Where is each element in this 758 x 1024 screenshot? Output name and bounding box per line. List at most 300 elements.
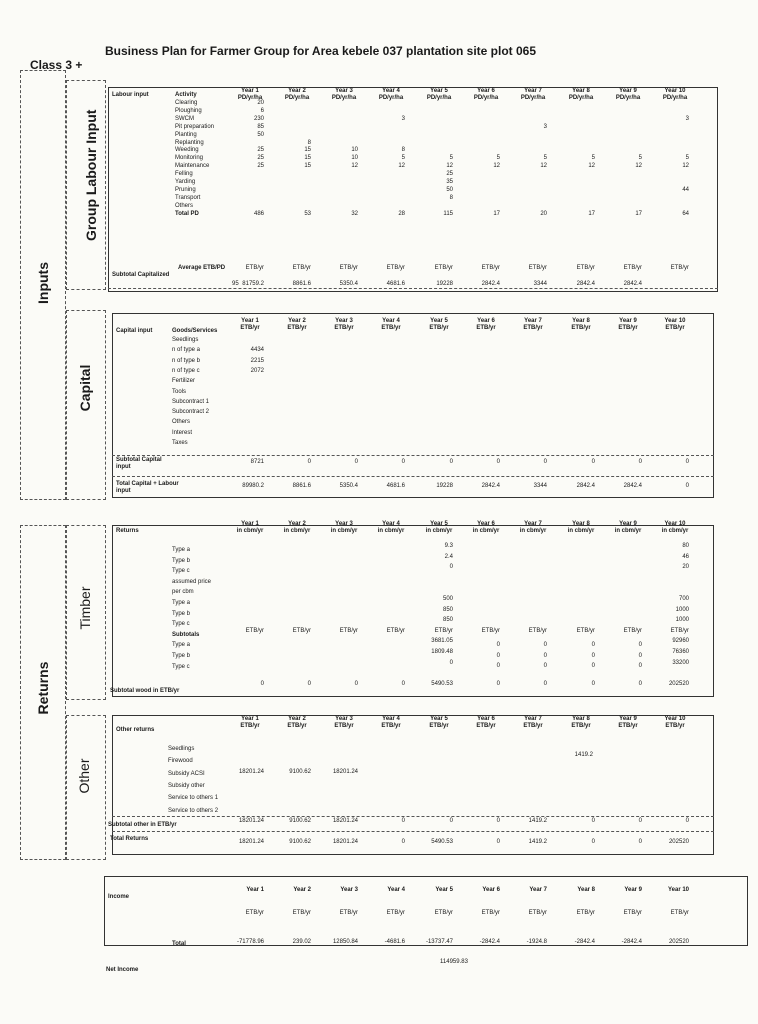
subtotal-capitalized-text: Subtotal Capitalized <box>112 272 170 278</box>
timber-year-header-3-year: Year 3 <box>335 521 353 527</box>
capital-item-6: Tools <box>172 388 187 395</box>
labour-subtotal-5: 19228 <box>436 281 453 287</box>
capital-year-header-9 <box>610 318 646 332</box>
labour-year-header-4 <box>373 88 409 102</box>
labour-subtotal-4: 4681.6 <box>386 281 405 287</box>
timber-unit-8: ETB/yr <box>576 628 595 634</box>
timber-year-header-5 <box>421 521 457 535</box>
timber-y10-row-12: 33200 <box>672 659 689 666</box>
timber-item-8: Type c <box>172 621 190 628</box>
capital-item-2: n of type a <box>172 347 201 354</box>
goods-services-header: Goods/Services <box>172 328 218 334</box>
other-item-1: Seedlings <box>168 746 195 752</box>
other-year-header-7 <box>515 716 551 730</box>
capital-year-header-10-unit: ETB/yr <box>665 325 685 331</box>
other-year-header-1 <box>232 716 268 730</box>
other-year-header-7-year: Year 7 <box>524 716 542 722</box>
other-subtotal-1: 18201.24 <box>238 818 264 824</box>
labour-input-label: Labour input <box>112 92 149 98</box>
labour-year-header-3 <box>326 88 362 102</box>
timber-y7-type-2: 0 <box>543 652 547 659</box>
total-capital-label <box>116 481 186 495</box>
labour-year-header-2-unit: PD/yr/ha <box>284 95 310 101</box>
returns-section-label: Returns <box>35 661 51 715</box>
other-subtotal-7: 1419.2 <box>528 818 547 824</box>
timber-year-header-6-year: Year 6 <box>477 521 495 527</box>
labour-y9-row-9: 12 <box>635 163 642 170</box>
income-unit-9: ETB/yr <box>623 910 642 916</box>
timber-year-header-8-unit: in cbm/yr <box>567 528 595 534</box>
labour-year-header-10 <box>657 88 693 102</box>
capital-subtotal-2: 0 <box>307 459 311 465</box>
labour-y4-row-15: 28 <box>398 210 405 217</box>
timber-year-header-3-unit: in cbm/yr <box>330 528 358 534</box>
timber-y6-type-2: 0 <box>496 652 500 659</box>
labour-activity-7: Weeding <box>175 147 199 154</box>
subtotal-capital-input-text: Subtotal Capital input <box>116 457 162 470</box>
capital-item-10: Interest <box>172 429 193 436</box>
timber-item-10: Type a <box>172 642 191 649</box>
income-total-7: -1924.8 <box>526 939 547 945</box>
other-year-header-2-unit: ETB/yr <box>287 723 307 729</box>
other-total-9: 0 <box>638 839 642 845</box>
labour-year-header-10-unit: PD/yr/ha <box>662 95 688 101</box>
capital-subtotal-10: 0 <box>685 459 689 465</box>
timber-unit-9: ETB/yr <box>623 628 642 634</box>
other-year-header-9 <box>610 716 646 730</box>
labour-subtotal-8: 2842.4 <box>576 281 595 287</box>
other-subtotal-9: 0 <box>638 818 642 824</box>
capital-subtotal-3: 0 <box>354 459 358 465</box>
labour-year-header-7 <box>515 88 551 102</box>
capital-year-header-10 <box>657 318 693 332</box>
capital-year-header-2-unit: ETB/yr <box>287 325 307 331</box>
labour-unit-6: ETB/yr <box>481 265 500 271</box>
labour-unit-4: ETB/yr <box>386 265 405 271</box>
other-year-header-5 <box>421 716 457 730</box>
timber-table-frame <box>112 525 714 697</box>
timber-year-header-6 <box>468 521 504 535</box>
other-total-4: 0 <box>401 839 405 845</box>
timber-y10-row-11: 76360 <box>672 649 689 655</box>
timber-year-header-9 <box>610 521 646 535</box>
income-total-5: -13737.47 <box>425 939 453 945</box>
total-capital-labour-text: Total Capital + Labour input <box>116 481 179 494</box>
other-year-header-1-year: Year 1 <box>241 716 259 722</box>
labour-y3-row-7: 10 <box>351 147 358 154</box>
timber-year-header-8-year: Year 8 <box>572 521 590 527</box>
labour-activity-10: Felling <box>175 171 193 178</box>
labour-y1-row-9: 25 <box>257 163 264 170</box>
labour-year-header-3-unit: PD/yr/ha <box>331 95 357 101</box>
other-subtotal-8: 0 <box>591 818 595 824</box>
inputs-section-label: Inputs <box>35 262 51 304</box>
income-total-label: Total <box>172 941 186 947</box>
income-total-4: -4681.6 <box>384 939 405 945</box>
timber-item-7: Type b <box>172 610 191 617</box>
other-subtotal-divider-top <box>112 816 714 817</box>
other-year-header-4 <box>373 716 409 730</box>
timber-item-4: assumed price <box>172 578 212 585</box>
capital-year-header-8 <box>563 318 599 332</box>
income-year-6: Year 6 <box>482 887 500 893</box>
capital-year-header-5 <box>421 318 457 332</box>
labour-subtotal-label <box>112 272 172 279</box>
labour-unit-8: ETB/yr <box>576 265 595 271</box>
timber-subtotal-6: 0 <box>496 681 500 687</box>
labour-y1-row-8: 25 <box>257 155 264 162</box>
income-unit-4: ETB/yr <box>386 910 405 916</box>
timber-year-header-1-year: Year 1 <box>241 521 259 527</box>
other-total-7: 1419.2 <box>528 839 547 845</box>
capital-year-header-1-unit: ETB/yr <box>240 325 260 331</box>
timber-y10-row-6: 700 <box>678 596 689 602</box>
labour-y10-row-9: 12 <box>682 163 689 170</box>
capital-total-7: 3344 <box>533 483 547 489</box>
timber-y7-type-3: 0 <box>543 663 547 670</box>
other-year-header-3-year: Year 3 <box>335 716 353 722</box>
income-unit-3: ETB/yr <box>339 910 358 916</box>
labour-activity-15: Total PD <box>175 210 199 217</box>
labour-year-header-8-year: Year 8 <box>572 88 590 94</box>
labour-year-header-2 <box>279 88 315 102</box>
timber-y10-row-1: 80 <box>682 543 689 549</box>
capital-total-8: 2842.4 <box>576 483 595 489</box>
other-item-3: Subsidy ACSI <box>168 770 205 777</box>
timber-item-1: Type a <box>172 547 191 553</box>
labour-unit-5: ETB/yr <box>434 265 453 271</box>
labour-year-header-9-year: Year 9 <box>619 88 637 94</box>
labour-y2-row-15: 53 <box>304 210 311 217</box>
capital-year-header-3-year: Year 3 <box>335 318 353 324</box>
timber-y10-row-2: 46 <box>682 553 689 560</box>
timber-returns-label: Returns <box>116 528 139 534</box>
other-year-header-3 <box>326 716 362 730</box>
capital-section-label: Capital <box>77 364 93 412</box>
timber-item-11: Type b <box>172 653 191 659</box>
labour-y1-row-15: 486 <box>253 210 264 217</box>
labour-activity-8: Monitoring <box>175 155 204 162</box>
income-year-3: Year 3 <box>340 887 358 893</box>
labour-year-header-1-year: Year 1 <box>241 88 259 94</box>
capital-year-header-6-year: Year 6 <box>477 318 495 324</box>
timber-y8-type-2: 0 <box>591 652 595 659</box>
timber-year-header-5-year: Year 5 <box>430 521 448 527</box>
labour-y5-row-15: 115 <box>443 210 453 217</box>
timber-item-6: Type a <box>172 600 191 606</box>
labour-y9-row-15: 17 <box>635 210 642 217</box>
labour-year-header-6-year: Year 6 <box>477 88 495 94</box>
other-year-header-6-unit: ETB/yr <box>476 723 496 729</box>
labour-unit-9: ETB/yr <box>623 265 642 271</box>
labour-unit-10: ETB/yr <box>670 265 689 271</box>
capital-year-header-9-year: Year 9 <box>619 318 637 324</box>
labour-table-frame <box>108 87 718 292</box>
capital-total-2: 8861.6 <box>292 483 311 489</box>
capital-year-header-4 <box>373 318 409 332</box>
net-income-value: 114959.83 <box>440 959 468 965</box>
capital-item-7: Subcontract 1 <box>172 398 210 405</box>
labour-y5-row-10: 25 <box>446 171 453 178</box>
other-year-header-4-unit: ETB/yr <box>381 723 401 729</box>
labour-y7-row-9: 12 <box>540 163 547 170</box>
income-total-10: 202520 <box>668 939 689 945</box>
timber-y6-type-3: 0 <box>496 663 500 670</box>
other-year-header-6 <box>468 716 504 730</box>
income-unit-7: ETB/yr <box>528 910 547 916</box>
labour-y7-row-15: 20 <box>540 210 547 217</box>
capital-subtotal-5: 0 <box>449 459 453 465</box>
timber-item-2: Type b <box>172 557 191 564</box>
labour-subtotal-divider <box>108 288 718 289</box>
other-year-header-7-unit: ETB/yr <box>523 723 543 729</box>
capital-year-header-1-year: Year 1 <box>241 318 259 324</box>
labour-y1-row-7: 25 <box>257 147 264 154</box>
capital-year-header-2-year: Year 2 <box>288 318 306 324</box>
capital-item-4: n of type c <box>172 367 200 374</box>
labour-year-header-10-year: Year 10 <box>664 88 686 94</box>
labour-activity-13: Transport <box>175 194 201 201</box>
timber-y9-type-3: 0 <box>638 663 642 670</box>
income-year-7: Year 7 <box>529 887 547 893</box>
other-year-header-2 <box>279 716 315 730</box>
timber-y5-row-12: 0 <box>449 659 453 666</box>
timber-y5-row-11: 1809.48 <box>431 649 453 655</box>
other-year-header-5-unit: ETB/yr <box>429 723 449 729</box>
timber-y5-row-1: 9.3 <box>444 543 453 549</box>
other-item-2: Firewood <box>168 758 193 765</box>
capital-input-label: Capital input <box>116 328 153 334</box>
income-unit-6: ETB/yr <box>481 910 500 916</box>
capital-item-5: Fertilizer <box>172 378 196 385</box>
labour-year-header-4-unit: PD/yr/ha <box>378 95 404 101</box>
labour-activity-4: Pit preparation <box>175 123 215 130</box>
labour-activity-12: Pruning <box>175 186 196 193</box>
timber-y5-row-10: 3681.05 <box>431 638 453 645</box>
subsidy-acsi-y3: 18201.24 <box>332 769 358 775</box>
other-year-header-9-unit: ETB/yr <box>618 723 638 729</box>
labour-activity-9: Maintenance <box>175 163 210 170</box>
capital-total-9: 2842.4 <box>623 483 642 489</box>
income-total-8: -2842.4 <box>574 939 595 945</box>
capital-year-header-7 <box>515 318 551 332</box>
other-subtotal-divider <box>112 831 714 832</box>
capital-item-11: Taxes <box>172 440 188 446</box>
capital-year-header-3 <box>326 318 362 332</box>
timber-year-header-5-unit: in cbm/yr <box>425 528 453 534</box>
capital-year-header-4-unit: ETB/yr <box>381 325 401 331</box>
subsidy-acsi-y1: 18201.24 <box>238 769 264 775</box>
labour-y4-row-7: 8 <box>401 147 405 154</box>
capital-item-8: Subcontract 2 <box>172 409 210 416</box>
timber-year-header-4 <box>373 521 409 535</box>
labour-y1-row-3: 230 <box>253 115 264 122</box>
capital-subtotal-8: 0 <box>591 459 595 465</box>
timber-year-header-2-unit: in cbm/yr <box>283 528 311 534</box>
capital-subtotal-6: 0 <box>496 459 500 465</box>
other-year-header-10-year: Year 10 <box>664 716 686 722</box>
timber-y5-row-7: 850 <box>442 606 453 613</box>
income-year-4: Year 4 <box>387 887 405 893</box>
subtotal-other-label: Subtotal other in ETB/yr <box>108 822 177 828</box>
labour-y5-row-13: 8 <box>449 194 453 201</box>
other-year-header-9-year: Year 9 <box>619 716 637 722</box>
timber-y7-type-1: 0 <box>543 642 547 648</box>
timber-section-label: Timber <box>77 586 93 630</box>
capital-year-header-7-year: Year 7 <box>524 318 542 324</box>
other-year-header-10 <box>657 716 693 730</box>
labour-year-header-1-unit: PD/yr/ha <box>237 95 263 101</box>
labour-y8-row-9: 12 <box>588 163 595 170</box>
timber-year-header-1 <box>232 521 268 535</box>
labour-subtotal-2: 8861.6 <box>292 281 311 287</box>
labour-y10-row-12: 44 <box>682 186 689 193</box>
capital-y1-row-4: 2072 <box>250 367 264 374</box>
labour-year-header-9 <box>610 88 646 102</box>
timber-year-header-4-unit: in cbm/yr <box>377 528 405 534</box>
capital-year-header-7-unit: ETB/yr <box>523 325 543 331</box>
timber-year-header-9-year: Year 9 <box>619 521 637 527</box>
timber-y8-type-1: 0 <box>591 642 595 648</box>
subtotal-wood-label: Subtotal wood in ETB/yr <box>110 688 180 694</box>
other-item-4: Subsidy other <box>168 782 205 789</box>
labour-y7-row-8: 5 <box>543 155 547 162</box>
capital-total-4: 4681.6 <box>386 483 405 489</box>
timber-year-header-7-unit: in cbm/yr <box>519 528 547 534</box>
labour-y10-row-8: 5 <box>685 155 689 162</box>
income-unit-10: ETB/yr <box>670 910 689 916</box>
timber-y10-row-10: 92960 <box>672 638 689 645</box>
timber-year-header-6-unit: in cbm/yr <box>472 528 500 534</box>
labour-activity-1: Clearing <box>175 100 198 106</box>
income-year-10: Year 10 <box>667 887 689 893</box>
timber-unit-3: ETB/yr <box>339 628 358 634</box>
income-total-2: 239.02 <box>292 939 311 945</box>
capital-year-header-4-year: Year 4 <box>382 318 400 324</box>
income-year-8: Year 8 <box>577 887 595 893</box>
timber-y10-row-8: 1000 <box>675 617 689 624</box>
labour-subtotal-9: 2842.4 <box>623 281 642 287</box>
timber-year-header-10-unit: in cbm/yr <box>661 528 689 534</box>
labour-unit-7: ETB/yr <box>528 265 547 271</box>
capital-year-header-2 <box>279 318 315 332</box>
timber-y5-row-9: ETB/yr <box>434 627 453 634</box>
other-subtotal-2: 9100.62 <box>289 818 311 824</box>
timber-y8-type-3: 0 <box>591 663 595 670</box>
other-subtotal-3: 18201.24 <box>332 818 358 824</box>
timber-subtotal-10: 202520 <box>668 681 689 687</box>
other-total-1: 18201.24 <box>238 839 264 845</box>
timber-year-header-7 <box>515 521 551 535</box>
labour-y8-row-8: 5 <box>591 155 595 162</box>
labour-year-header-9-unit: PD/yr/ha <box>615 95 641 101</box>
timber-unit-1: ETB/yr <box>245 628 264 634</box>
capital-year-header-5-unit: ETB/yr <box>429 325 449 331</box>
income-unit-5: ETB/yr <box>434 910 453 916</box>
timber-y5-row-8: 850 <box>442 617 453 624</box>
capital-subtotal-7: 0 <box>543 459 547 465</box>
timber-subtotal-9: 0 <box>638 681 642 687</box>
other-subtotal-6: 0 <box>496 818 500 824</box>
labour-y10-row-3: 3 <box>685 115 689 122</box>
timber-y10-row-9: ETB/yr <box>670 627 689 634</box>
timber-item-3: Type c <box>172 568 190 575</box>
labour-y2-row-7: 15 <box>304 147 311 154</box>
capital-year-header-5-year: Year 5 <box>430 318 448 324</box>
labour-y3-row-9: 12 <box>351 163 358 170</box>
income-year-1: Year 1 <box>246 887 264 893</box>
labour-y1-row-4: 85 <box>257 123 264 130</box>
income-year-2: Year 2 <box>293 887 311 893</box>
activity-header: Activity <box>175 92 197 98</box>
labour-y1-row-1: 20 <box>257 100 264 106</box>
labour-unit-1: ETB/yr <box>245 265 264 271</box>
timber-year-header-2-year: Year 2 <box>288 521 306 527</box>
timber-year-header-1-unit: in cbm/yr <box>236 528 264 534</box>
income-total-6: -2842.4 <box>479 939 500 945</box>
timber-y9-type-2: 0 <box>638 652 642 659</box>
labour-subtotal-1: 81759.2 <box>242 281 264 287</box>
timber-y6-type-1: 0 <box>496 642 500 648</box>
net-income-label: Net Income <box>106 967 139 973</box>
income-total-9: -2842.4 <box>621 939 642 945</box>
timber-item-5: per cbm <box>172 589 194 596</box>
timber-subtotal-3: 0 <box>354 681 358 687</box>
labour-year-header-8-unit: PD/yr/ha <box>568 95 594 101</box>
other-year-header-3-unit: ETB/yr <box>334 723 354 729</box>
labour-unit-2: ETB/yr <box>292 265 311 271</box>
labour-y2-row-8: 15 <box>304 155 311 162</box>
timber-subtotal-5: 5490.53 <box>431 681 453 687</box>
labour-year-header-7-year: Year 7 <box>524 88 542 94</box>
income-total-1: -71778.96 <box>236 939 264 945</box>
labour-year-header-5 <box>421 88 457 102</box>
labour-subtotal-7: 3344 <box>533 281 547 287</box>
labour-y2-row-9: 15 <box>304 163 311 170</box>
labour-y5-row-8: 5 <box>449 155 453 162</box>
other-total-3: 18201.24 <box>332 839 358 845</box>
capital-total-1: 89980.2 <box>242 483 264 489</box>
labour-activity-2: Ploughing <box>175 107 202 114</box>
capital-year-header-8-year: Year 8 <box>572 318 590 324</box>
timber-subtotal-1: 0 <box>260 681 264 687</box>
other-year-header-10-unit: ETB/yr <box>665 723 685 729</box>
timber-y5-row-2: 2.4 <box>444 553 453 560</box>
timber-unit-2: ETB/yr <box>292 628 311 634</box>
timber-subtotal-7: 0 <box>543 681 547 687</box>
capital-total-10: 0 <box>685 483 689 489</box>
timber-subtotal-4: 0 <box>401 681 405 687</box>
labour-year-header-5-unit: PD/yr/ha <box>426 95 452 101</box>
timber-year-header-10 <box>657 521 693 535</box>
other-subtotal-4: 0 <box>401 818 405 824</box>
income-unit-2: ETB/yr <box>292 910 311 916</box>
labour-year-header-6 <box>468 88 504 102</box>
capital-year-header-3-unit: ETB/yr <box>334 325 354 331</box>
labour-activity-11: Yarding <box>175 179 196 185</box>
labour-y5-row-12: 50 <box>446 186 453 193</box>
income-year-9: Year 9 <box>624 887 642 893</box>
timber-y10-row-3: 20 <box>682 564 689 571</box>
timber-item-12: Type c <box>172 663 190 670</box>
labour-y4-row-8: 5 <box>401 155 405 162</box>
labour-year-header-6-unit: PD/yr/ha <box>473 95 499 101</box>
capital-item-3: n of type b <box>172 357 201 364</box>
capital-year-header-9-unit: ETB/yr <box>618 325 638 331</box>
labour-y2-row-6: 8 <box>307 139 311 146</box>
other-year-header-5-year: Year 5 <box>430 716 448 722</box>
labour-y6-row-15: 17 <box>493 210 500 217</box>
